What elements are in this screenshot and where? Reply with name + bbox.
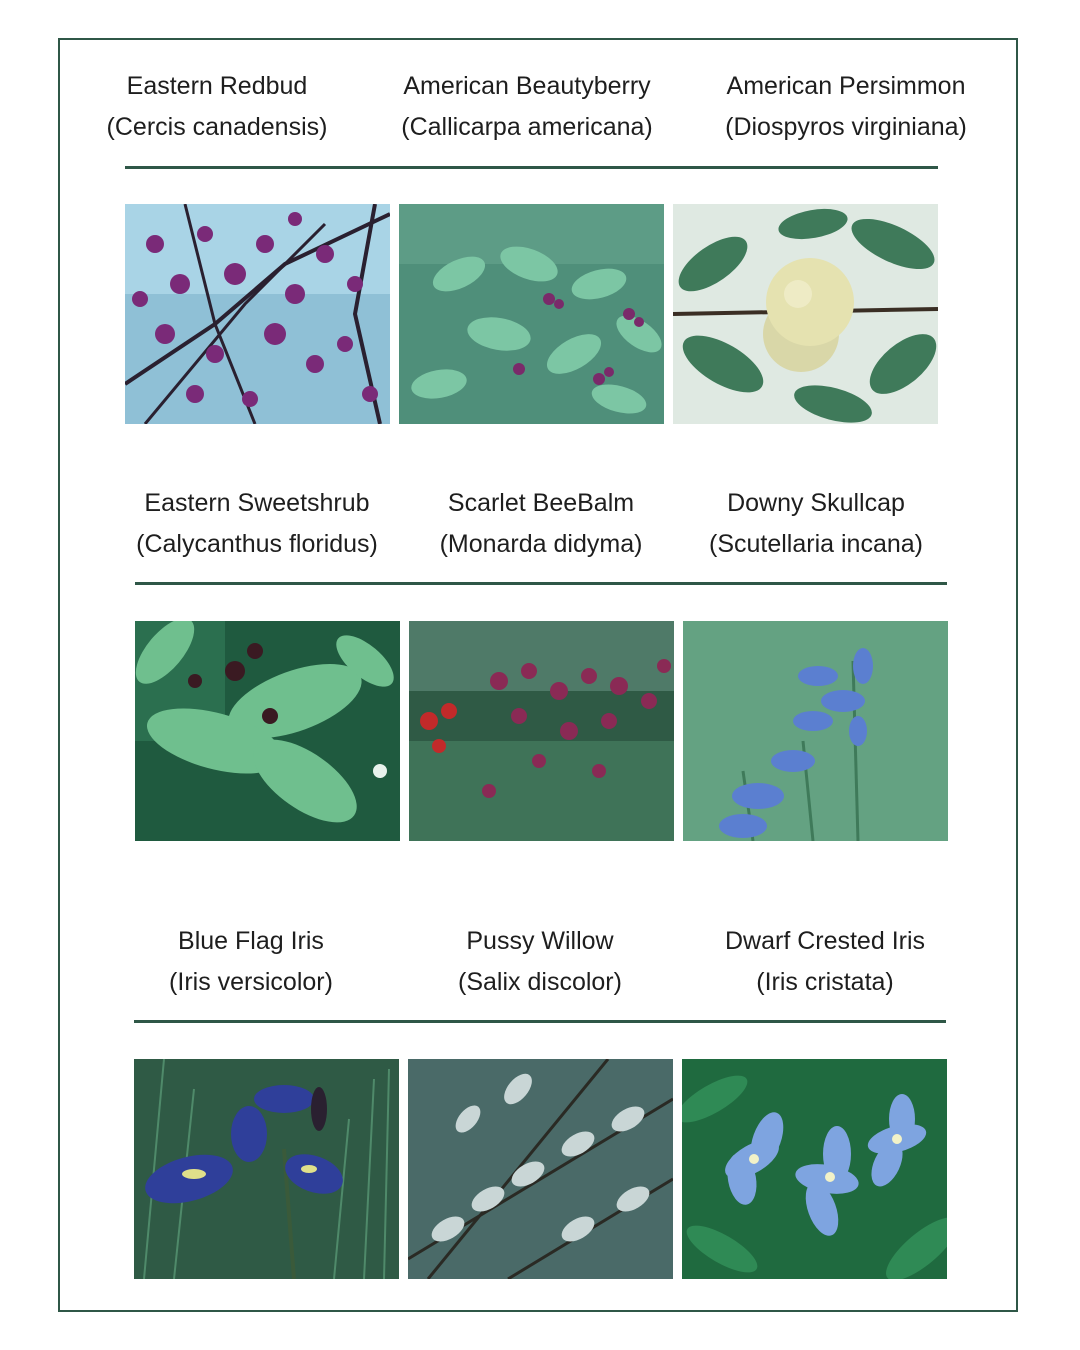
plant-label-eastern-sweetshrub: [136, 483, 378, 565]
common-name: Downy Skullcap: [727, 489, 905, 517]
common-name: Eastern Sweetshrub: [144, 489, 370, 517]
dwarf-crested-iris-photo: [682, 1059, 947, 1279]
eastern-sweetshrub-photo: [135, 621, 400, 841]
common-name: American Persimmon: [726, 72, 966, 100]
scarlet-beebalm-photo: [409, 621, 674, 841]
common-name: Pussy Willow: [466, 927, 614, 955]
plant-label-eastern-redbud: [107, 66, 328, 148]
american-persimmon-photo: [673, 204, 938, 424]
scientific-name: (Monarda didyma): [439, 530, 643, 558]
common-name: American Beautyberry: [403, 72, 651, 100]
eastern-redbud-photo: [125, 204, 390, 424]
scientific-name: (Iris cristata): [756, 968, 894, 996]
scientific-name: (Calycanthus floridus): [136, 530, 378, 558]
common-name: Blue Flag Iris: [178, 927, 324, 955]
plant-label-scarlet-beebalm: [440, 483, 643, 565]
blue-flag-iris-photo: [134, 1059, 399, 1279]
divider-rule-row-1: [125, 166, 938, 169]
plant-label-pussy-willow: [458, 921, 622, 1003]
common-name: Scarlet BeeBalm: [447, 489, 635, 517]
scientific-name: (Scutellaria incana): [709, 530, 923, 558]
divider-rule-row-2: [135, 582, 947, 585]
plant-label-american-beautyberry: [401, 66, 652, 148]
scientific-name: (Callicarpa americana): [401, 113, 653, 141]
scientific-name: (Cercis canadensis): [106, 113, 328, 141]
pussy-willow-photo: [408, 1059, 673, 1279]
american-beautyberry-photo: [399, 204, 664, 424]
downy-skullcap-photo: [683, 621, 948, 841]
common-name: Dwarf Crested Iris: [724, 927, 926, 955]
common-name: Eastern Redbud: [126, 72, 308, 100]
scientific-name: (Salix discolor): [458, 968, 622, 996]
scientific-name: (Iris versicolor): [169, 968, 333, 996]
plant-label-american-persimmon: [725, 66, 967, 148]
plant-label-downy-skullcap: [709, 483, 923, 565]
plant-label-blue-flag-iris: [169, 921, 333, 1003]
divider-rule-row-3: [134, 1020, 946, 1023]
scientific-name: (Diospyros virginiana): [725, 113, 967, 141]
plant-label-dwarf-crested-iris: [725, 921, 925, 1003]
